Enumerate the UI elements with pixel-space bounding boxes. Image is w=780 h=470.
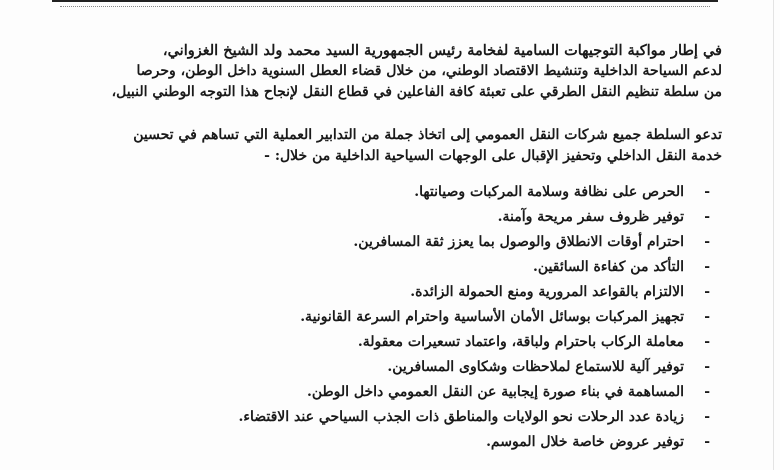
list-item [70,430,710,455]
bullet-dash: - [704,184,710,200]
measure-text: معاملة الركاب باحترام ولباقة، واعتماد تسعيرات معقولة. [357,334,684,350]
measure-text: الحرص على نظافة وسلامة المركبات وصيانتها. [414,184,684,200]
bullet-dash: - [704,309,710,325]
list-item [70,380,710,405]
list-item [70,330,710,355]
intro-line: لدعم السياحة الداخلية وتنشيط الاقتصاد الوطني، من خلال قضاء العطل السنوية داخل الوطن، وحرصا [136,63,722,79]
bullet-dash: - [704,209,710,225]
list-item [70,230,710,255]
measures-list [70,180,710,455]
bullet-dash: - [704,409,710,425]
intro-line: في إطار مواكبة التوجيهات السامية لفخامة رئيس الجمهورية السيد محمد ولد الشيخ الغزواني، [162,42,722,59]
measure-text: المساهمة في بناء صورة إيجابية عن النقل العمومي داخل الوطن. [306,384,684,400]
measure-text: احترام أوقات الانطلاق والوصول بما يعزز ثقة المسافرين. [353,234,684,250]
intro-line: من سلطة تنظيم النقل الطرقي على تعبئة كافة الفاعلين في قطاع النقل لإنجاح هذا التوجه الوطني النبيل، [111,84,722,100]
list-item [70,205,710,230]
measure-text: زيادة عدد الرحلات نحو الولايات والمناطق ذات الجذب السياحي عند الاقتضاء. [238,409,684,425]
call-line: خدمة النقل الداخلي وتحفيز الإقبال على الوجهات السياحية الداخلية من خلال: - [264,148,722,164]
bullet-dash: - [704,384,710,400]
page-edge [773,0,774,470]
list-item [70,355,710,380]
top-dotted-divider [60,6,710,15]
measure-text: توفير آلية للاستماع لملاحظات وشكاوى المسافرين. [387,359,684,375]
call-paragraph [82,125,722,167]
list-item [70,180,710,205]
measure-text: تجهيز المركبات بوسائل الأمان الأساسية واحترام السرعة القانونية. [300,309,684,325]
bullet-dash: - [704,359,710,375]
call-line: تدعو السلطة جميع شركات النقل العمومي إلى اتخاذ جملة من التدابير العملية التي تساهم في تحسين [133,127,722,143]
list-item [70,405,710,430]
bullet-dash: - [704,434,710,450]
bullet-dash: - [704,284,710,300]
measure-text: التأكد من كفاءة السائقين. [532,259,684,275]
bullet-dash: - [704,334,710,350]
intro-paragraph [82,40,722,103]
list-item [70,305,710,330]
measure-text: الالتزام بالقواعد المرورية ومنع الحمولة الزائدة. [410,284,684,300]
top-border-line [52,0,718,2]
measure-text: توفير ظروف سفر مريحة وآمنة. [497,209,684,225]
bullet-dash: - [704,259,710,275]
list-item [70,255,710,280]
measure-text: توفير عروض خاصة خلال الموسم. [486,434,684,450]
bullet-dash: - [704,234,710,250]
list-item [70,280,710,305]
